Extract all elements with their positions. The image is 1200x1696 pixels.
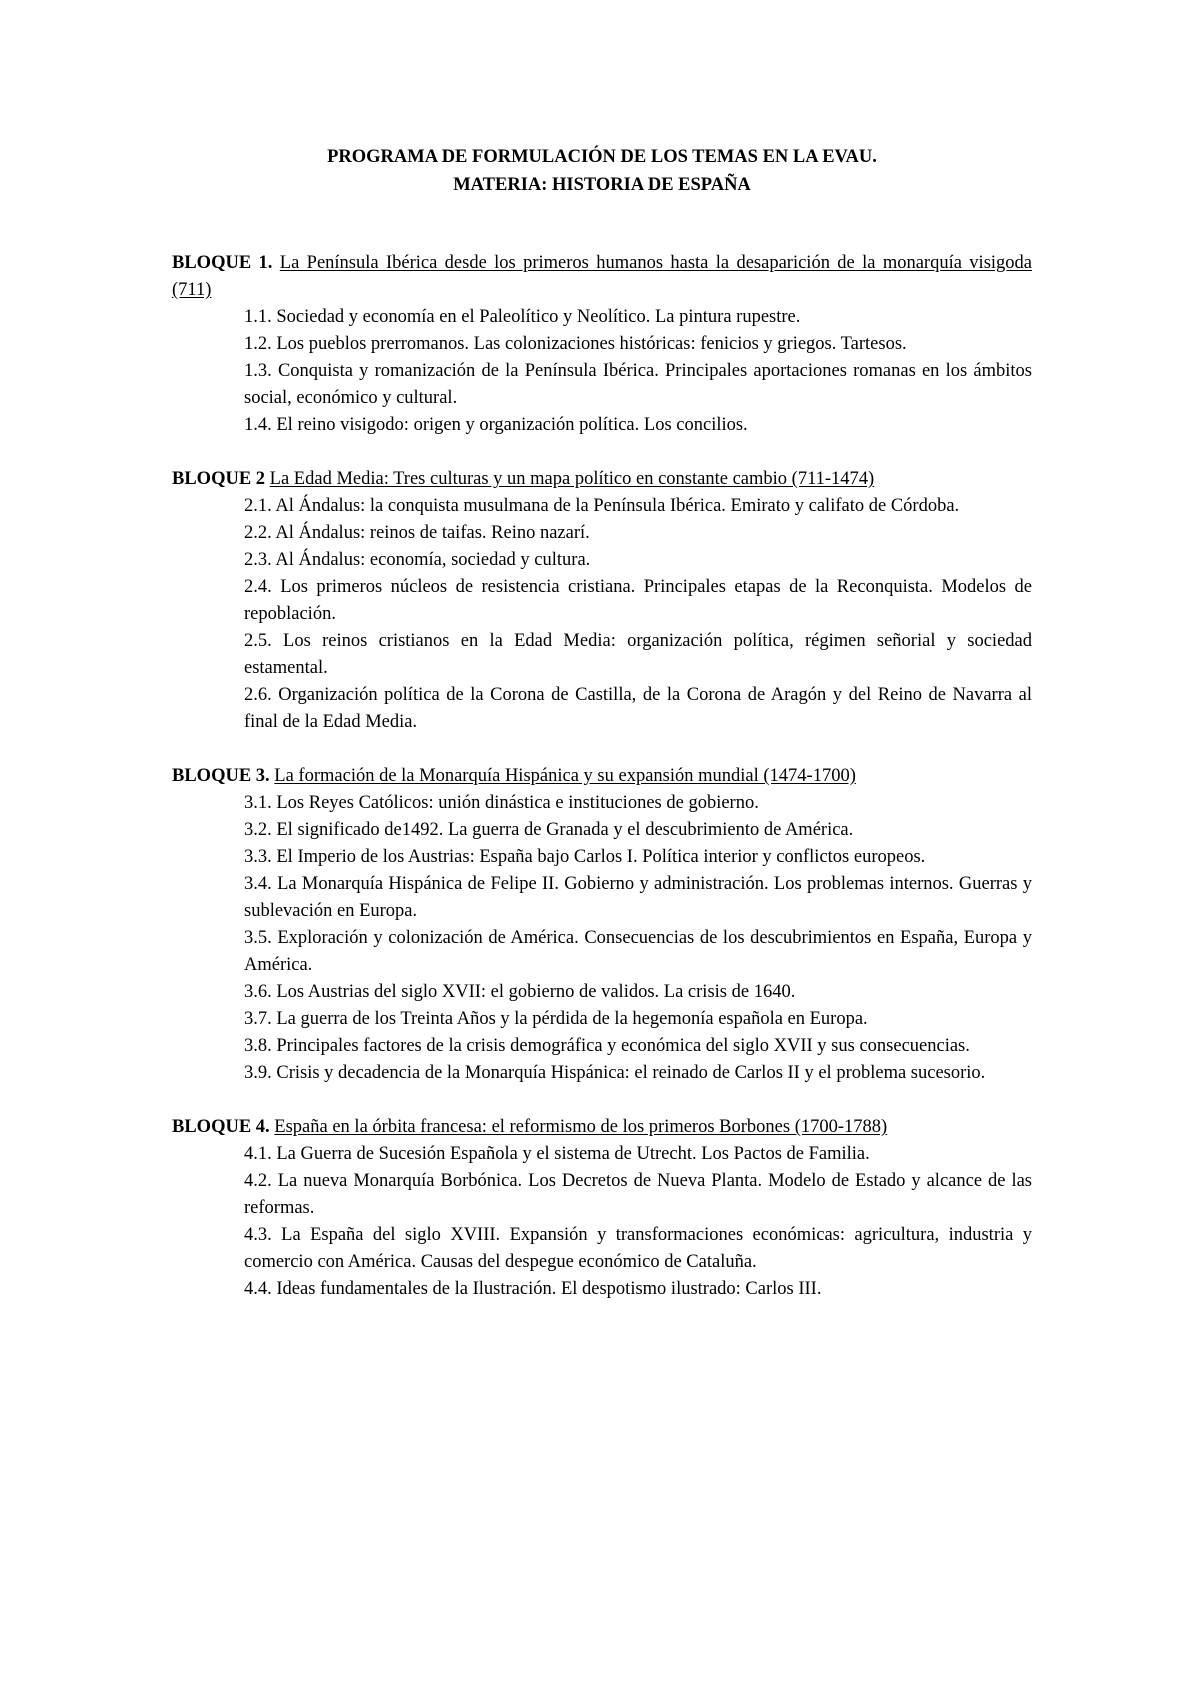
topic-list bbox=[172, 790, 1032, 1087]
topic-item: 1.4. El reino visigodo: origen y organización política. Los concilios. bbox=[244, 415, 748, 435]
bloque-2 bbox=[172, 466, 1032, 736]
bloque-1 bbox=[172, 250, 1032, 439]
bloque-4 bbox=[172, 1114, 1032, 1303]
bloque-title: España en la órbita francesa: el reformismo de los primeros Borbones (1700-1788) bbox=[274, 1117, 888, 1137]
topic-item: 4.2. La nueva Monarquía Borbónica. Los Decretos de Nueva Planta. Modelo de Estado y alcance de las reformas. bbox=[244, 1171, 1032, 1218]
topic-item: 3.6. Los Austrias del siglo XVII: el gobierno de validos. La crisis de 1640. bbox=[244, 982, 796, 1002]
topic-item: 2.2. Al Ándalus: reinos de taifas. Reino nazarí. bbox=[244, 523, 590, 543]
topic-item: 3.5. Exploración y colonización de América. Consecuencias de los descubrimientos en España, Europa y América. bbox=[244, 928, 1032, 975]
topic-item: 3.1. Los Reyes Católicos: unión dinástica e instituciones de gobierno. bbox=[244, 793, 759, 813]
topic-item: 2.6. Organización política de la Corona de Castilla, de la Corona de Aragón y del Reino de Navarra al final de la Edad Media. bbox=[244, 685, 1032, 732]
bloque-title: La Península Ibérica desde los primeros humanos hasta la desaparición de la monarquía visigoda (711) bbox=[172, 253, 1032, 300]
topic-item: 1.1. Sociedad y economía en el Paleolítico y Neolítico. La pintura rupestre. bbox=[244, 307, 801, 327]
topic-item: 2.3. Al Ándalus: economía, sociedad y cultura. bbox=[244, 550, 591, 570]
bloque-label: BLOQUE 2 bbox=[172, 469, 266, 489]
bloques-content bbox=[172, 250, 1032, 1330]
bloque-heading bbox=[172, 1114, 1032, 1141]
topic-item: 3.7. La guerra de los Treinta Años y la pérdida de la hegemonía española en Europa. bbox=[244, 1009, 868, 1029]
bloque-label: BLOQUE 1. bbox=[172, 253, 273, 273]
bloque-title: La formación de la Monarquía Hispánica y su expansión mundial (1474-1700) bbox=[274, 766, 856, 786]
bloque-title: La Edad Media: Tres culturas y un mapa político en constante cambio (711-1474) bbox=[269, 469, 875, 489]
topic-item: 3.4. La Monarquía Hispánica de Felipe II. Gobierno y administración. Los problemas internos. Guerras y sublevación en Europa. bbox=[244, 874, 1032, 921]
bloque-label: BLOQUE 3. bbox=[172, 766, 270, 786]
bloque-label: BLOQUE 4. bbox=[172, 1117, 270, 1137]
bloque-heading bbox=[172, 466, 1032, 493]
topic-list bbox=[172, 304, 1032, 439]
topic-item: 2.5. Los reinos cristianos en la Edad Media: organización política, régimen señorial y sociedad estamental. bbox=[244, 631, 1032, 678]
topic-item: 1.3. Conquista y romanización de la Península Ibérica. Principales aportaciones romanas en los ámbitos social, económico y cultural. bbox=[244, 361, 1032, 408]
title-line-program: PROGRAMA DE FORMULACIÓN DE LOS TEMAS EN LA EVAU. bbox=[327, 147, 877, 167]
topic-item: 3.3. El Imperio de los Austrias: España bajo Carlos I. Política interior y conflictos europeos. bbox=[244, 847, 926, 867]
topic-item: 2.1. Al Ándalus: la conquista musulmana de la Península Ibérica. Emirato y califato de Córdoba. bbox=[244, 496, 960, 516]
topic-item: 3.9. Crisis y decadencia de la Monarquía Hispánica: el reinado de Carlos II y el problema sucesorio. bbox=[244, 1063, 986, 1083]
topic-item: 3.8. Principales factores de la crisis demográfica y económica del siglo XVII y sus consecuencias. bbox=[244, 1036, 970, 1056]
title-line-subject: MATERIA: HISTORIA DE ESPAÑA bbox=[453, 175, 751, 195]
topic-item: 4.1. La Guerra de Sucesión Española y el sistema de Utrecht. Los Pactos de Familia. bbox=[244, 1144, 870, 1164]
topic-list bbox=[172, 1141, 1032, 1303]
topic-item: 1.2. Los pueblos prerromanos. Las colonizaciones históricas: fenicios y griegos. Tartesos. bbox=[244, 334, 907, 354]
topic-item: 2.4. Los primeros núcleos de resistencia cristiana. Principales etapas de la Reconquista. Modelos de repoblación. bbox=[244, 577, 1032, 624]
topic-list bbox=[172, 493, 1032, 736]
bloque-heading bbox=[172, 250, 1032, 304]
bloque-heading bbox=[172, 763, 1032, 790]
bloque-3 bbox=[172, 763, 1032, 1087]
document-title bbox=[172, 143, 1032, 199]
topic-item: 4.3. La España del siglo XVIII. Expansión y transformaciones económicas: agricultura, industria y comercio con América. Causas del despegue económico de Cataluña. bbox=[244, 1225, 1032, 1272]
topic-item: 3.2. El significado de1492. La guerra de Granada y el descubrimiento de América. bbox=[244, 820, 854, 840]
topic-item: 4.4. Ideas fundamentales de la Ilustración. El despotismo ilustrado: Carlos III. bbox=[244, 1279, 822, 1299]
